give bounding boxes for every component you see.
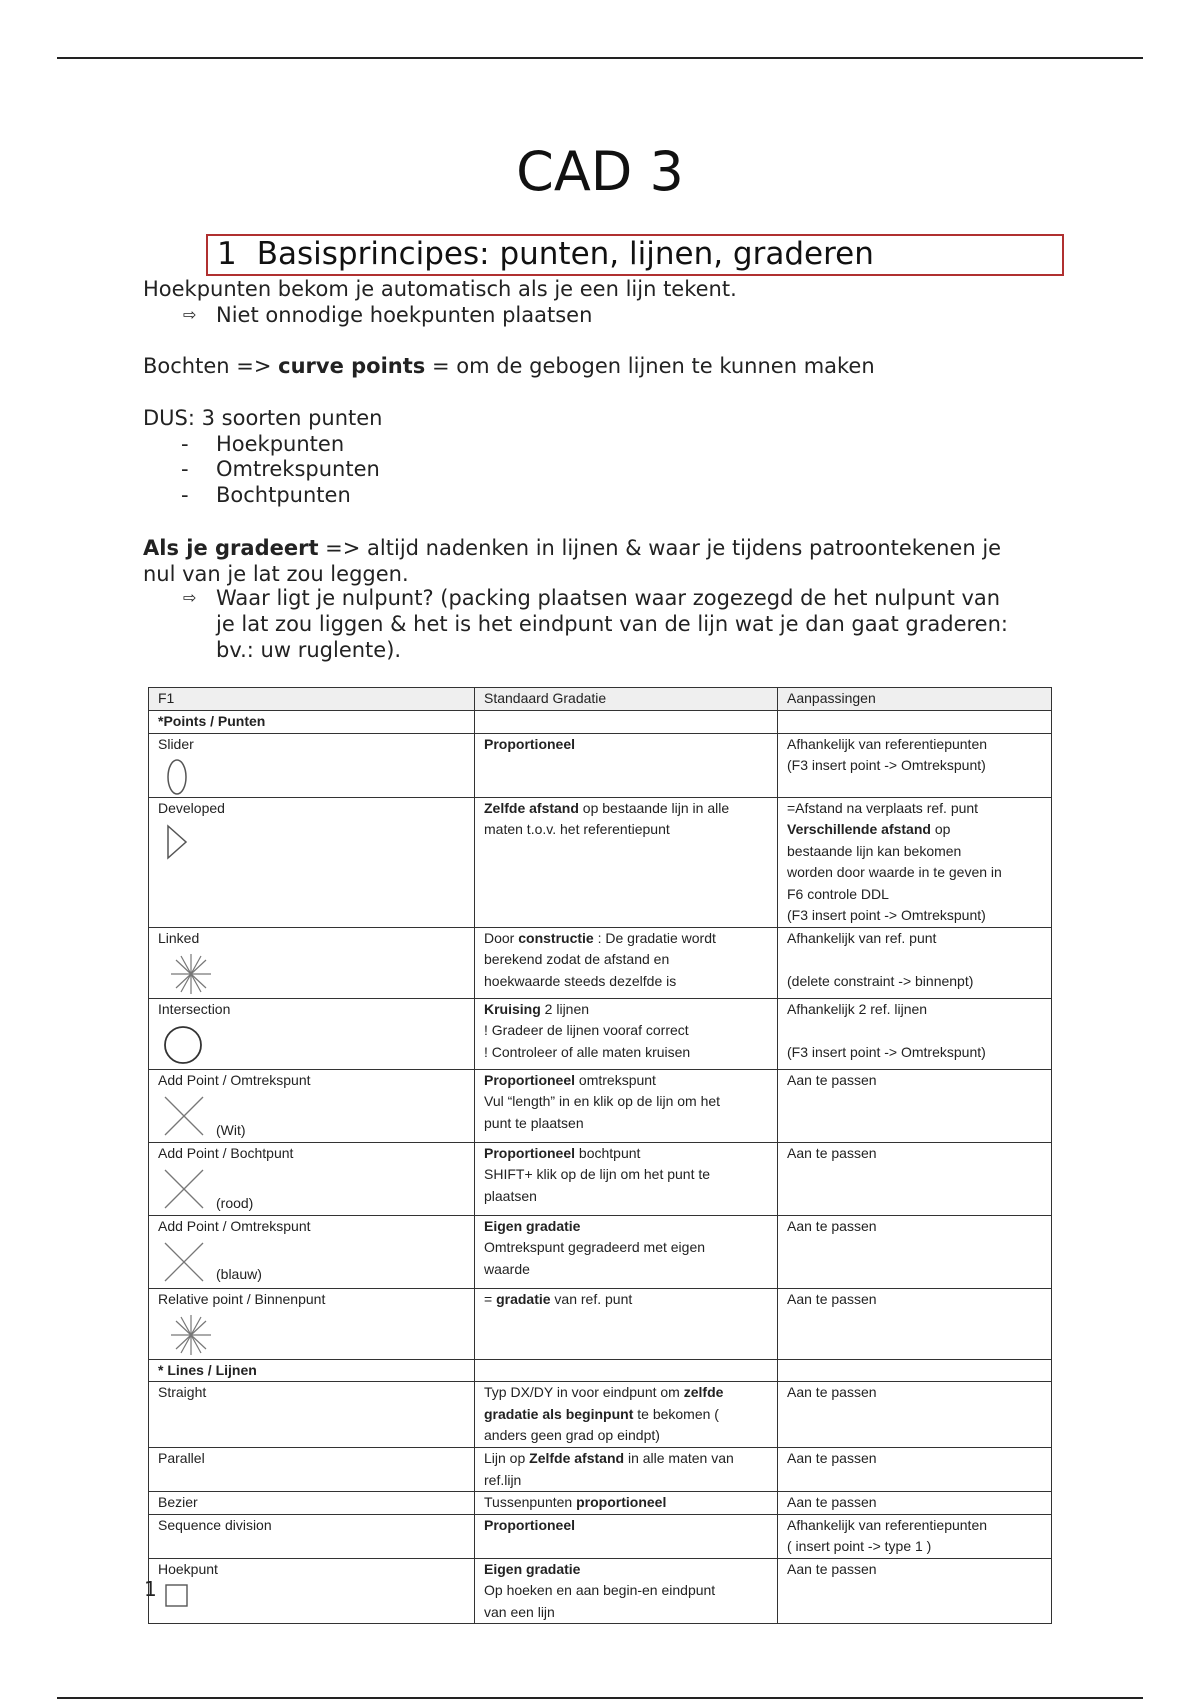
table-section-row — [149, 711, 1052, 734]
x-cross-icon — [162, 1094, 208, 1138]
list-item: - Omtrekspunten — [181, 457, 380, 481]
circle-icon — [162, 1025, 206, 1067]
table-row: Add Point / Omtrekspunt (Wit) Proportioneel omtrekspunt Vul “length” in en klik op de lijn om het punt te plaatsen Aan te passen — [149, 1069, 1052, 1142]
arrow-item: ⇨ Waar ligt je nulpunt? (packing plaatsen waar zogezegd de het nulpunt van je lat zou liggen & het is het eindpunt van de lijn wat je dan gaat graderen: bv.: uw ruglente). — [183, 586, 1008, 662]
paragraph-bochten: Bochten => curve points = om de gebogen lijnen te kunnen maken — [143, 354, 875, 378]
table-row: Intersection Kruising 2 lijnen ! Gradeer de lijnen vooraf correct ! Controleer of alle maten kruisen Afhankelijk 2 ref. lijnen (F3 insert point -> Omtrekspunt) — [149, 998, 1052, 1069]
table-row: Add Point / Omtrekspunt (blauw) Eigen gradatie Omtrekspunt gegradeerd met eigen waarde Aan te passen — [149, 1215, 1052, 1288]
paragraph-gradeert: Als je gradeert => altijd nadenken in lijnen & waar je tijdens patroontekenen je — [143, 536, 1002, 560]
heading-number: 1 — [217, 236, 237, 272]
footer-rule — [57, 1697, 1143, 1699]
paragraph-gradeert-line2: nul van je lat zou leggen. — [143, 562, 409, 586]
x-cross-icon — [162, 1167, 208, 1211]
header-cell: Aanpassingen — [778, 688, 1052, 711]
asterisk-icon — [168, 952, 214, 996]
heading-text: Basisprincipes: punten, lijnen, graderen — [256, 236, 874, 272]
table-row: Straight Typ DX/DY in voor eindpunt om zelfde gradatie als beginpunt te bekomen ( anders geen grad op eindpt) Aan te passen — [149, 1382, 1052, 1448]
page-title: CAD 3 — [516, 140, 684, 203]
table-row: Linked Door constructie : De gradatie wordt berekend zodat de afstand en hoekwaarde steeds dezelfde is Afhankelijk van ref. punt (delete constraint -> binnenpt) — [149, 927, 1052, 998]
table-row: Relative point / Binnenpunt = gradatie van ref. punt Aan te passen — [149, 1288, 1052, 1359]
body-text: Hoekpunten bekom je automatisch als je een lijn tekent. ⇨ Niet onnodige hoekpunten plaatsen Bochten => curve points = om de gebogen lijnen te kunnen maken DUS: 3 soorten punten - Hoekpunten - Omtrekspunten - Bochtpunten Als je gradeert => altijd nadenken in lijnen & waar je tijdens patroontekenen je nul van je lat zou leggen. ⇨ Waar ligt je nulpunt? (packing plaatsen waar zogezegd de het nulpunt van je lat zou liggen & het is het eindpunt van de lijn wat je dan gaat graderen: bv.: uw ruglente). — [143, 276, 1063, 676]
table-row: Developed Zelfde afstand op bestaande lijn in alle maten t.o.v. het referentiepunt =Afstand na verplaats ref. punt Verschillende afstand op bestaande lijn kan bekomen worden door waarde in te geven in F6 controle DDL (F3 insert point -> Omtrekspunt) — [149, 797, 1052, 927]
table-row: Slider Proportioneel Afhankelijk van referentiepunten (F3 insert point -> Omtrekspunt) — [149, 733, 1052, 797]
section-label: * Lines / Lijnen — [149, 1359, 475, 1382]
table-row: Add Point / Bochtpunt (rood) Proportioneel bochtpunt SHIFT+ klik op de lijn om het punt te plaatsen Aan te passen — [149, 1142, 1052, 1215]
table-section-row — [149, 1359, 1052, 1382]
arrow-right-icon: ⇨ — [183, 305, 197, 324]
header-cell: F1 — [149, 688, 475, 711]
paragraph-dus: DUS: 3 soorten punten — [143, 406, 383, 430]
asterisk-icon — [168, 1313, 214, 1357]
gradation-table — [148, 687, 1052, 1624]
section-heading — [206, 234, 1064, 276]
header-cell: Standaard Gradatie — [475, 688, 778, 711]
header-rule — [57, 57, 1143, 59]
arrow-right-icon: ⇨ — [183, 588, 197, 607]
d-shape-icon — [166, 824, 190, 860]
page-number: 1 — [144, 1577, 157, 1601]
table-row: Bezier Tussenpunten proportioneel Aan te passen — [149, 1492, 1052, 1515]
x-cross-icon — [162, 1240, 208, 1284]
list-item: - Hoekpunten — [181, 432, 345, 456]
square-icon — [164, 1583, 190, 1609]
paragraph-hoekpunten: Hoekpunten bekom je automatisch als je een lijn tekent. — [143, 277, 737, 301]
ellipse-icon — [166, 758, 190, 796]
table-row: Hoekpunt Eigen gradatie Op hoeken en aan begin-en eindpunt van een lijn Aan te passen — [149, 1558, 1052, 1624]
table-header-row — [149, 688, 1052, 711]
table-row: Sequence division Proportioneel Afhankelijk van referentiepunten ( insert point -> type 1 ) — [149, 1514, 1052, 1558]
section-label: *Points / Punten — [149, 711, 475, 734]
list-item: - Bochtpunten — [181, 483, 351, 507]
table-row: Parallel Lijn op Zelfde afstand in alle maten van ref.lijn Aan te passen — [149, 1448, 1052, 1492]
